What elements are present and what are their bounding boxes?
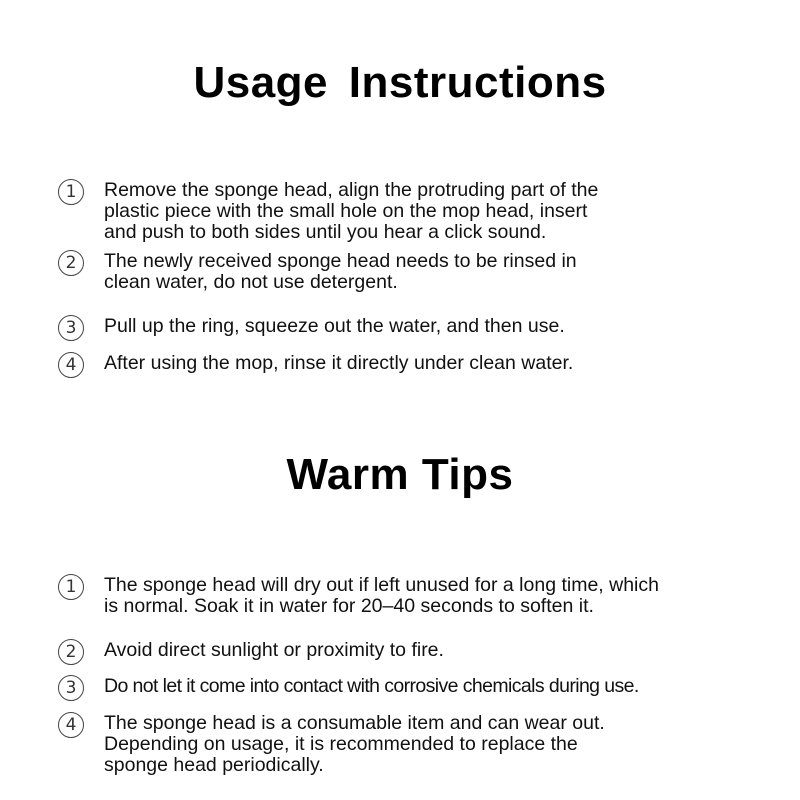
tips-item-3 — [58, 676, 778, 701]
circled-number-2: 2 — [58, 250, 84, 276]
circled-number-1: 1 — [58, 574, 84, 600]
usage-item-4-text: After using the mop, rinse it directly under clean water. — [104, 352, 574, 374]
circled-number-3: 3 — [58, 675, 84, 701]
usage-item-3-text: Pull up the ring, squeeze out the water, and then use. — [104, 315, 565, 337]
tips-item-2 — [58, 640, 778, 665]
circled-number-3: 3 — [58, 315, 84, 341]
usage-item-4 — [58, 353, 778, 378]
tips-item-4 — [58, 713, 778, 776]
usage-item-1 — [58, 180, 778, 243]
tips-item-1-text: The sponge head will dry out if left unused for a long time, which is normal. Soak it in water for 20–40 seconds to soften it. — [104, 574, 659, 617]
usage-item-1-text: Remove the sponge head, align the protruding part of the plastic piece with the small hole on the mop head, insert and push to both sides until you hear a click sound. — [104, 179, 599, 243]
tips-item-2-text: Avoid direct sunlight or proximity to fire. — [104, 639, 444, 661]
circled-number-4: 4 — [58, 352, 84, 378]
usage-instructions-title: Usage Instructions — [193, 58, 607, 107]
circled-number-4: 4 — [58, 712, 84, 738]
usage-item-2-text: The newly received sponge head needs to be rinsed in clean water, do not use detergent. — [104, 250, 577, 293]
circled-number-1: 1 — [58, 179, 84, 205]
usage-item-2 — [58, 251, 778, 293]
circled-number-2: 2 — [58, 639, 84, 665]
tips-item-3-text: Do not let it come into contact with corrosive chemicals during use. — [104, 675, 639, 697]
tips-item-1 — [58, 575, 778, 617]
warm-tips-title: Warm Tips — [286, 450, 514, 499]
usage-item-3 — [58, 316, 778, 341]
tips-item-4-text: The sponge head is a consumable item and can wear out. Depending on usage, it is recommended to replace the sponge head periodically. — [104, 712, 605, 776]
